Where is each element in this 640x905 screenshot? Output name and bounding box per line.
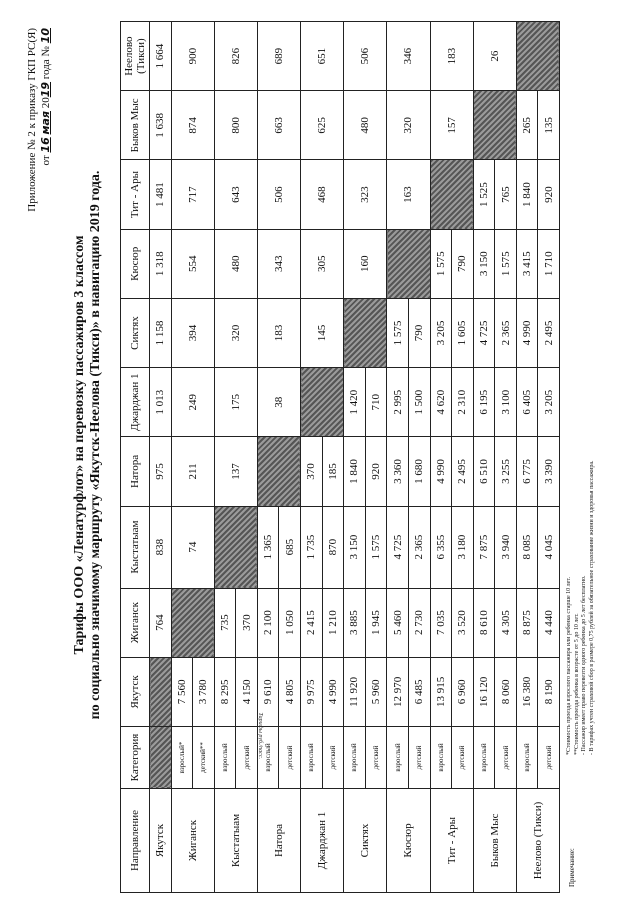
fare-cell: 790 [408,298,430,367]
fare-cell: 975 [150,437,172,506]
fare-cell: 3 780 [193,657,215,726]
header-cell: Сиктях [121,298,150,367]
fare-cell: 9 610 [257,657,279,726]
fare-cell: 3 150 [473,229,495,298]
fare-cell: 5 460 [387,588,409,657]
fare-cell: 6 960 [452,657,474,726]
fare-cell: 468 [301,160,344,229]
fare-cell: 1 710 [538,229,560,298]
notes-label: Примечание: [568,848,576,887]
fare-cell: 265 [516,91,538,160]
fare-cell: 4 150 [236,657,258,726]
fare-cell: 764 [150,588,172,657]
shaded-cell [150,727,172,789]
table-row-adult [257,22,279,893]
fare-cell: 1 840 [516,160,538,229]
note-line: **Стоимость проезда ребенка в возрасте от 5 до 10 лет. [573,613,580,755]
header-cell: Кюсюр [121,229,150,298]
fare-cell: 7 875 [473,506,495,588]
fare-cell: 4 440 [538,588,560,657]
tariff-table [120,21,560,893]
fare-cell: 370 [301,437,323,506]
fare-cell: 3 415 [516,229,538,298]
fare-cell: 480 [344,91,387,160]
fare-cell: 1 605 [452,298,474,367]
category-cell: взрослый [344,727,366,789]
direction-cell: Быков Мыс [473,789,516,893]
category-cell: взрослый [516,727,538,789]
direction-cell: Сиктях [344,789,387,893]
fare-cell: 2 310 [452,368,474,437]
fare-cell: 735 [214,588,236,657]
fare-cell: 2 495 [538,298,560,367]
category-cell: детский [236,727,258,789]
fare-cell: 6 775 [516,437,538,506]
fare-cell: 160 [344,229,387,298]
category-cell: взрослый* [171,727,193,789]
appendix-line: Приложение № 2 к приказу ГКП РС(Я) [26,28,38,212]
table-row-adult [344,22,366,893]
table-header-row [121,22,150,893]
shaded-cell [387,229,430,298]
direction-cell: Кюсюр [387,789,430,893]
shaded-cell [214,506,257,588]
fare-cell: 1 158 [150,298,172,367]
fare-cell: 145 [301,298,344,367]
fare-cell: 1 365 [257,506,279,588]
fare-cell: 6 405 [516,368,538,437]
shaded-cell [150,657,172,726]
shaded-cell [301,368,344,437]
fare-cell: 370 [236,588,258,657]
fare-cell: 8 060 [495,657,517,726]
category-cell: взрослый [430,727,452,789]
header-cell: Категория [121,727,150,789]
fare-cell: 4 045 [538,506,560,588]
header-cell: Якутск [121,657,150,726]
fare-cell: 2 365 [495,298,517,367]
appendix-from: от [40,155,52,166]
note-line: - В тарифах учтен страховой сбор в размере 0,75 рублей за обязательное страхование жизни и здоровья пассажира. [588,460,595,755]
fare-cell: 870 [322,506,344,588]
table-row-adult [214,22,236,893]
fare-cell: 394 [171,298,214,367]
fare-cell: 2 365 [408,506,430,588]
fare-cell: 4 305 [495,588,517,657]
category-cell: детский [495,727,517,789]
fare-cell: 1 575 [365,506,387,588]
fare-cell: 1 318 [150,229,172,298]
appendix-year-suffix: года № [40,46,52,80]
fare-cell: 185 [322,437,344,506]
fare-cell: 175 [214,368,257,437]
header-cell: Джарджан 1 [121,368,150,437]
fare-cell: 9 975 [301,657,323,726]
fare-cell: 1 420 [344,368,366,437]
fare-cell: 8 085 [516,506,538,588]
notes [566,460,596,755]
fare-cell: 7 035 [430,588,452,657]
fare-cell: 689 [257,22,300,91]
fare-cell: 1 575 [387,298,409,367]
direction-cell: Неелово (Тикси) [516,789,559,893]
category-cell: детский [365,727,387,789]
fare-cell: 838 [150,506,172,588]
fare-cell: 11 920 [344,657,366,726]
fare-cell: 1 664 [150,22,172,91]
direction-cell: Якутск [150,789,172,893]
fare-cell: 480 [214,229,257,298]
fare-cell: 346 [387,22,430,91]
fare-cell: 1 680 [408,437,430,506]
category-cell: взрослый [257,727,279,789]
table-row-yakutsk [150,22,172,893]
category-cell: взрослый [301,727,323,789]
fare-cell: 4 990 [430,437,452,506]
fare-cell: 157 [430,91,473,160]
fare-cell: 3 520 [452,588,474,657]
fare-cell: 211 [171,437,214,506]
fare-cell: 135 [538,91,560,160]
fare-cell: 5 960 [365,657,387,726]
header-cell: Быков Мыс [121,91,150,160]
fare-cell: 3 150 [344,506,366,588]
direction-cell: Натора [257,789,300,893]
fare-cell: 1 735 [301,506,323,588]
margin-marker: Тарифы руб./пасс. [257,712,263,759]
table-row-child [538,22,560,893]
fare-cell: 710 [365,368,387,437]
fare-cell: 2 495 [452,437,474,506]
category-cell: взрослый [387,727,409,789]
direction-cell: Жиганск [171,789,214,893]
fare-cell: 643 [214,160,257,229]
fare-cell: 1 500 [408,368,430,437]
fare-cell: 1 525 [473,160,495,229]
document-title-line-2: по социально значимому маршруту «Якутск-Неелова (Тикси)» в навигацию 2019 года. [88,170,103,720]
fare-cell: 4 990 [516,298,538,367]
table-row-adult [171,22,193,893]
fare-cell: 183 [257,298,300,367]
fare-cell: 3 885 [344,588,366,657]
fare-cell: 2 100 [257,588,279,657]
fare-cell: 4 805 [279,657,301,726]
shaded-cell [171,588,214,657]
appendix-header [26,28,53,348]
fare-cell: 249 [171,368,214,437]
fare-cell: 3 100 [495,368,517,437]
table-row-adult [430,22,452,893]
direction-cell: Джарджан 1 [301,789,344,893]
fare-cell: 8 295 [214,657,236,726]
fare-cell: 663 [257,91,300,160]
fare-cell: 554 [171,229,214,298]
fare-cell: 1 945 [365,588,387,657]
fare-cell: 4 725 [473,298,495,367]
fare-cell: 16 380 [516,657,538,726]
shaded-cell [344,298,387,367]
fare-cell: 6 195 [473,368,495,437]
header-cell: Кыстатыам [121,506,150,588]
category-cell: детский [538,727,560,789]
category-cell: взрослый [473,727,495,789]
fare-cell: 800 [214,91,257,160]
table-row-adult [387,22,409,893]
note-line: - Пассажир имеет право перевезти одного ребенка до 5 лет бесплатно. [581,575,587,755]
shaded-cell [516,22,559,91]
fare-cell: 12 970 [387,657,409,726]
shaded-cell [257,437,300,506]
fare-cell: 1 210 [322,588,344,657]
fare-cell: 8 610 [473,588,495,657]
appendix-month: мая [39,111,52,135]
shaded-cell [473,91,516,160]
fare-cell: 506 [344,22,387,91]
header-cell: Жиганск [121,588,150,657]
fare-cell: 1 013 [150,368,172,437]
header-cell: Натора [121,437,150,506]
appendix-number: 10 [39,28,52,44]
fare-cell: 2 415 [301,588,323,657]
fare-cell: 3 205 [538,368,560,437]
fare-cell: 6 510 [473,437,495,506]
fare-cell: 2 995 [387,368,409,437]
fare-cell: 323 [344,160,387,229]
fare-cell: 1 575 [495,229,517,298]
fare-cell: 1 575 [430,229,452,298]
document-title-line-1: Тарифы ООО «Ленатурфлот» на перевозку пассажиров 3 классом [72,235,87,655]
fare-cell: 163 [387,160,430,229]
fare-cell: 1 050 [279,588,301,657]
fare-cell: 6 485 [408,657,430,726]
fare-cell: 6 355 [430,506,452,588]
fare-cell: 1 840 [344,437,366,506]
table-row-adult [516,22,538,893]
fare-cell: 3 940 [495,506,517,588]
fare-cell: 8 190 [538,657,560,726]
fare-cell: 874 [171,91,214,160]
appendix-day: 16 [39,137,52,153]
shaded-cell [430,160,473,229]
fare-cell: 4 990 [322,657,344,726]
category-cell: детский [408,727,430,789]
header-cell: Направление [121,789,150,893]
appendix-year-hand: 19 [39,81,52,98]
fare-cell: 74 [171,506,214,588]
fare-cell: 506 [257,160,300,229]
fare-cell: 26 [473,22,516,91]
fare-cell: 137 [214,437,257,506]
fare-cell: 305 [301,229,344,298]
fare-cell: 38 [257,368,300,437]
note-line: *Стоимость проезда взрослого пассажира или ребенка старше 10 лет. [566,577,572,755]
header-cell: Неелово (Тикси) [121,22,150,91]
fare-cell: 920 [538,160,560,229]
fare-cell: 826 [214,22,257,91]
category-cell: детский [452,727,474,789]
fare-cell: 3 180 [452,506,474,588]
direction-cell: Кыстатыам [214,789,257,893]
fare-cell: 4 620 [430,368,452,437]
category-cell: детский** [193,727,215,789]
category-cell: взрослый [214,727,236,789]
fare-cell: 685 [279,506,301,588]
fare-cell: 3 390 [538,437,560,506]
fare-cell: 13 915 [430,657,452,726]
fare-cell: 3 205 [430,298,452,367]
fare-cell: 320 [214,298,257,367]
fare-cell: 790 [452,229,474,298]
table-row-adult [301,22,323,893]
fare-cell: 2 730 [408,588,430,657]
fare-cell: 1 638 [150,91,172,160]
fare-cell: 16 120 [473,657,495,726]
category-cell: детский [322,727,344,789]
fare-cell: 920 [365,437,387,506]
direction-cell: Тит - Ары [430,789,473,893]
fare-cell: 765 [495,160,517,229]
fare-cell: 3 255 [495,437,517,506]
fare-cell: 183 [430,22,473,91]
fare-cell: 8 875 [516,588,538,657]
fare-cell: 717 [171,160,214,229]
category-cell: детский [279,727,301,789]
table-row-adult [473,22,495,893]
header-cell: Тит - Ары [121,160,150,229]
fare-cell: 651 [301,22,344,91]
fare-cell: 3 360 [387,437,409,506]
fare-cell: 343 [257,229,300,298]
fare-cell: 7 560 [171,657,193,726]
fare-cell: 320 [387,91,430,160]
fare-cell: 900 [171,22,214,91]
appendix-year-prefix: 20 [40,97,52,109]
fare-cell: 4 725 [387,506,409,588]
appendix-date-line [39,28,53,348]
fare-cell: 1 481 [150,160,172,229]
fare-cell: 625 [301,91,344,160]
